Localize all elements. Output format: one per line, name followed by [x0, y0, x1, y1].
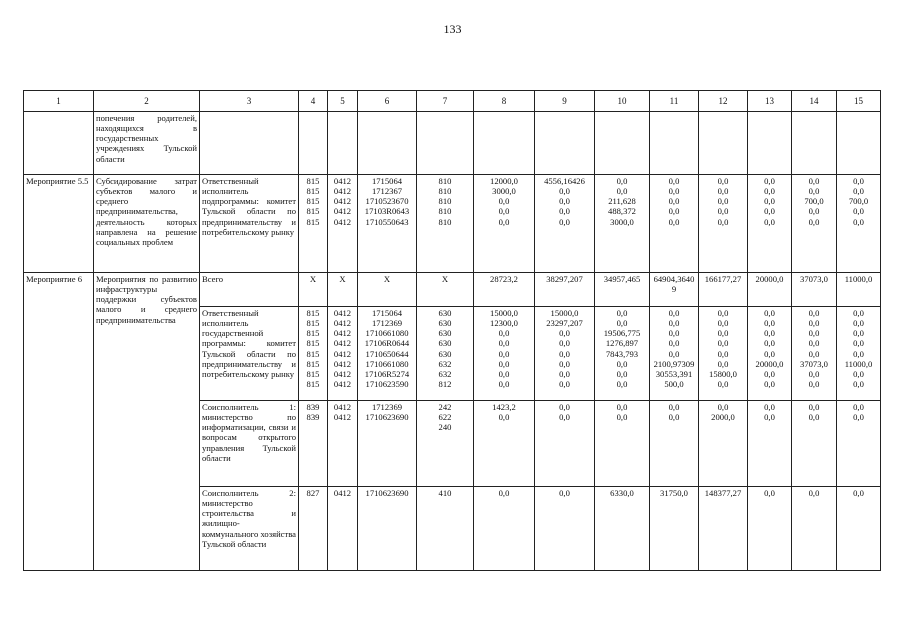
cell-c7: X — [417, 273, 474, 307]
cell-line: 15800,0 — [709, 368, 737, 379]
cell-c5 — [328, 307, 358, 401]
cell-line: 0,0 — [559, 338, 570, 349]
cell-line: 0412 — [333, 308, 352, 318]
cell-line: 15000,0 — [550, 308, 579, 318]
cell-line: 0412 — [333, 358, 352, 369]
cell-c12: 166177,27 — [699, 273, 748, 307]
activity-name: Мероприятия по развитию инфраструктуры поддержки субъектов малого и среднего предпринимательства — [94, 273, 200, 571]
cell-line: 0,0 — [559, 196, 570, 207]
cell-line: 11000,0 — [844, 358, 873, 369]
cell-line: 0,0 — [616, 358, 628, 369]
cell-c12: 148377,27 — [699, 487, 748, 571]
cell-c7 — [417, 175, 474, 273]
cell-line: 0412 — [333, 378, 352, 389]
cell-line: 0,0 — [808, 338, 820, 349]
cell-line: 0,0 — [764, 328, 775, 339]
cell-line: 0,0 — [498, 348, 510, 359]
cell-c12 — [699, 175, 748, 273]
cell-line: 211,628 — [608, 196, 636, 207]
cell-c12 — [699, 307, 748, 401]
cell-line: 632 — [438, 358, 452, 369]
cell-line: 0,0 — [717, 402, 729, 412]
cell-c14 — [792, 401, 837, 487]
cell-line: 0,0 — [808, 176, 820, 186]
col-header: 5 — [328, 91, 358, 112]
cell-line: 700,0 — [804, 196, 824, 207]
cell-line: 3000,0 — [610, 216, 634, 227]
cell-line: 810 — [438, 206, 452, 217]
cell-line: 0412 — [333, 328, 352, 339]
cell-line: 0,0 — [498, 358, 510, 369]
cell-c8 — [474, 175, 535, 273]
cell-line: 0,0 — [808, 216, 820, 227]
cell-line: 0,0 — [668, 402, 680, 412]
cell-c5 — [328, 175, 358, 273]
cell-line: 815 — [306, 378, 320, 389]
cell-line: 0,0 — [616, 176, 628, 186]
cell-line: 0,0 — [668, 186, 680, 197]
cell-line: 700,0 — [848, 196, 869, 207]
cell-c10 — [595, 307, 650, 401]
cell-c13 — [748, 401, 792, 487]
cell-line: 0,0 — [717, 186, 729, 197]
cell-line: 0,0 — [853, 368, 864, 379]
cell-line: 630 — [438, 338, 452, 349]
cell-line: 815 — [306, 196, 320, 207]
cell-c8 — [474, 401, 535, 487]
cell-c4: 827 — [299, 487, 328, 571]
cell-line: 0,0 — [559, 402, 570, 412]
cell-line: 7843,793 — [605, 348, 639, 359]
cell-line: 0,0 — [853, 176, 864, 186]
cell-line: 0,0 — [853, 378, 864, 389]
cell-line: 0,0 — [853, 206, 864, 217]
cell-c9 — [535, 307, 595, 401]
cell-c12 — [699, 401, 748, 487]
cell-line: 0,0 — [559, 186, 570, 197]
cell-line: 0,0 — [498, 216, 510, 227]
cell-line: 0412 — [333, 318, 352, 329]
cell-line: 0,0 — [808, 378, 820, 389]
cell-line: 0,0 — [616, 318, 628, 329]
activity-name: попечения родителей, находящихся в государственных учреждениях Тульской области — [94, 112, 200, 175]
cell-line: 0,0 — [764, 412, 775, 423]
cell-c6 — [358, 175, 417, 273]
cell-line: 630 — [438, 348, 452, 359]
cell-line: 0,0 — [559, 348, 570, 359]
cell-line: 0,0 — [616, 378, 628, 389]
table-row — [24, 273, 881, 307]
cell-line: 0,0 — [764, 176, 775, 186]
cell-c10 — [595, 401, 650, 487]
cell-line: 0,0 — [808, 308, 820, 318]
cell-line: 0,0 — [717, 338, 729, 349]
cell-line: 0,0 — [764, 186, 775, 197]
cell-line: 0,0 — [853, 328, 864, 339]
cell-line: 810 — [438, 216, 452, 227]
cell-c15: 0,0 — [837, 487, 881, 571]
cell-line: 23297,207 — [546, 318, 583, 329]
cell-line: 632 — [438, 368, 452, 379]
cell-line: 810 — [438, 176, 452, 186]
col-header: 4 — [299, 91, 328, 112]
cell-c13 — [748, 307, 792, 401]
cell-line: 19506,775 — [603, 328, 641, 339]
cell-line: 1710623690 — [365, 412, 409, 423]
budget-table — [23, 90, 881, 571]
cell-line: 2100,97309 — [653, 358, 695, 369]
cell-line: 0,0 — [717, 176, 729, 186]
cell-line: 12000,0 — [490, 176, 518, 186]
cell-line: 1710550643 — [365, 216, 409, 227]
cell-c13: 0,0 — [748, 487, 792, 571]
cell-c11 — [650, 175, 699, 273]
cell-line: 0,0 — [764, 318, 775, 329]
cell-c11 — [650, 401, 699, 487]
cell-line: 0,0 — [616, 402, 628, 412]
cell-line: 1276,897 — [605, 338, 639, 349]
cell-c13 — [748, 175, 792, 273]
cell-line: 0,0 — [668, 206, 680, 217]
cell-line: 815 — [306, 216, 320, 227]
cell-line: 815 — [306, 308, 320, 318]
col-header: 10 — [595, 91, 650, 112]
cell-line: 0,0 — [498, 196, 510, 207]
table-row — [24, 175, 881, 273]
cell-line: 0,0 — [853, 402, 864, 412]
cell-line: 0,0 — [717, 328, 729, 339]
cell-line: 0412 — [333, 196, 352, 207]
cell-line: 20000,0 — [755, 358, 784, 369]
cell-line: 4556,16426 — [544, 176, 585, 186]
cell-line: 0,0 — [717, 216, 729, 227]
cell-line: 0,0 — [764, 338, 775, 349]
cell-c10 — [595, 175, 650, 273]
cell-line: 630 — [438, 328, 452, 339]
cell-line: 0,0 — [853, 412, 864, 423]
cell-line: 0,0 — [668, 318, 680, 329]
cell-line: 815 — [306, 338, 320, 349]
executor: Соисполнитель 1: министерство по информатизации, связи и вопросам открытого управления Тульской области — [200, 401, 299, 487]
cell-line: 1715064 — [371, 176, 403, 186]
cell-line: 0,0 — [853, 348, 864, 359]
cell-c11 — [650, 307, 699, 401]
cell-line: 0412 — [333, 402, 352, 412]
cell-line: 0,0 — [764, 196, 775, 207]
cell-c5: X — [328, 273, 358, 307]
cell-line: 0412 — [333, 216, 352, 227]
cell-c11: 31750,0 — [650, 487, 699, 571]
cell-line: 815 — [306, 186, 320, 197]
cell-c14 — [792, 307, 837, 401]
cell-line: 0,0 — [808, 186, 820, 197]
cell-line: 815 — [306, 368, 320, 379]
col-header: 11 — [650, 91, 699, 112]
cell-line: 0,0 — [616, 308, 628, 318]
col-header: 14 — [792, 91, 837, 112]
cell-line: 839 — [306, 402, 320, 412]
cell-line: 0,0 — [717, 196, 729, 207]
cell-line: 1423,2 — [492, 402, 516, 412]
col-header: 7 — [417, 91, 474, 112]
cell-c4: X — [299, 273, 328, 307]
cell-line: 0,0 — [668, 348, 680, 359]
cell-c6: X — [358, 273, 417, 307]
cell-line: 0,0 — [559, 378, 570, 389]
col-header: 3 — [200, 91, 299, 112]
cell-line: 815 — [306, 176, 320, 186]
cell-line: 0,0 — [498, 328, 510, 339]
cell-c9 — [535, 401, 595, 487]
col-header: 13 — [748, 91, 792, 112]
executor: Соисполнитель 2: министерство строительства и жилищно-коммунального хозяйства Тульской области — [200, 487, 299, 571]
cell-line: 0,0 — [808, 206, 820, 217]
cell-c5: 0412 — [328, 487, 358, 571]
cell-c7 — [417, 307, 474, 401]
cell-line: 0,0 — [668, 412, 680, 423]
cell-line: 0,0 — [764, 348, 775, 359]
col-header: 2 — [94, 91, 200, 112]
cell-line: 2000,0 — [711, 412, 735, 423]
cell-line: 17106R0644 — [364, 338, 410, 349]
cell-c14: 0,0 — [792, 487, 837, 571]
cell-c9: 38297,207 — [535, 273, 595, 307]
cell-line: 0412 — [333, 176, 352, 186]
cell-line: 630 — [438, 308, 452, 318]
cell-c4 — [299, 175, 328, 273]
cell-c7: 410 — [417, 487, 474, 571]
cell-c8 — [474, 307, 535, 401]
cell-line: 37073,0 — [800, 358, 828, 369]
cell-line: 622 — [438, 412, 452, 423]
cell-line: 815 — [306, 328, 320, 339]
cell-line: 0,0 — [764, 368, 775, 379]
cell-line: 0,0 — [668, 196, 680, 207]
cell-line: 0,0 — [559, 368, 570, 379]
cell-c10: 34957,465 — [595, 273, 650, 307]
cell-c14 — [792, 175, 837, 273]
cell-line: 1712369 — [371, 402, 403, 412]
cell-line: 1712367 — [371, 186, 403, 197]
cell-line: 815 — [306, 206, 320, 217]
cell-line: 0,0 — [717, 348, 729, 359]
cell-line: 0,0 — [764, 216, 775, 227]
cell-line: 0,0 — [616, 186, 628, 197]
cell-line: 1710523670 — [365, 196, 409, 207]
cell-line: 0,0 — [853, 308, 864, 318]
cell-c14: 37073,0 — [792, 273, 837, 307]
cell-line: 0,0 — [717, 358, 729, 369]
activity-name: Субсидирование затрат субъектов малого и среднего предпринимательства, деятельность которых направлена на решение социальных проблем — [94, 175, 200, 273]
cell-line: 17106R5274 — [364, 368, 410, 379]
cell-line: 839 — [306, 412, 320, 423]
cell-line: 0,0 — [559, 412, 570, 423]
cell-line: 0,0 — [559, 216, 570, 227]
cell-c7 — [417, 401, 474, 487]
cell-line: 815 — [306, 358, 320, 369]
cell-line: 15000,0 — [490, 308, 518, 318]
cell-c4 — [299, 401, 328, 487]
cell-line: 0,0 — [808, 402, 820, 412]
cell-line: 1710623590 — [365, 378, 409, 389]
cell-line: 0,0 — [668, 328, 680, 339]
cell-line: 0412 — [333, 368, 352, 379]
cell-line: 0,0 — [808, 368, 820, 379]
cell-line: 0,0 — [853, 216, 864, 227]
col-header: 6 — [358, 91, 417, 112]
cell-c6 — [358, 401, 417, 487]
cell-line: 0,0 — [498, 338, 510, 349]
cell-c15: 11000,0 — [837, 273, 881, 307]
cell-c10: 6330,0 — [595, 487, 650, 571]
executor: Всего — [200, 273, 299, 307]
cell-line: 0,0 — [717, 206, 729, 217]
cell-line: 0412 — [333, 206, 352, 217]
cell-line: 0,0 — [668, 308, 680, 318]
col-header: 1 — [24, 91, 94, 112]
table-row — [24, 112, 881, 175]
cell-c9: 0,0 — [535, 487, 595, 571]
cell-line: 1710661080 — [365, 328, 409, 339]
cell-line: 0,0 — [808, 328, 820, 339]
header-row — [24, 91, 881, 112]
executor: Ответственный исполнитель государственной программы: комитет Тульской области по предпринимательству и потребительскому рынку — [200, 307, 299, 401]
cell-c4 — [299, 307, 328, 401]
cell-c15 — [837, 401, 881, 487]
cell-line: 12300,0 — [490, 318, 518, 329]
cell-line: 0,0 — [559, 206, 570, 217]
cell-line: 30553,391 — [655, 368, 693, 379]
cell-line: 0,0 — [498, 378, 510, 389]
cell-line: 1712369 — [371, 318, 403, 329]
cell-line: 0,0 — [808, 318, 820, 329]
cell-c9 — [535, 175, 595, 273]
cell-c6 — [358, 307, 417, 401]
cell-line: 0,0 — [717, 318, 729, 329]
cell-line: 0,0 — [498, 368, 510, 379]
cell-line: 0,0 — [808, 348, 820, 359]
cell-line: 0,0 — [559, 358, 570, 369]
cell-line: 0,0 — [764, 206, 775, 217]
cell-line: 0412 — [333, 348, 352, 359]
col-header: 9 — [535, 91, 595, 112]
cell-line: 0,0 — [808, 412, 820, 423]
cell-line: 0,0 — [668, 216, 680, 227]
cell-line: 240 — [438, 422, 452, 433]
cell-line: 0,0 — [764, 378, 775, 389]
cell-line: 0,0 — [498, 206, 510, 217]
col-header: 8 — [474, 91, 535, 112]
cell-line: 0,0 — [616, 412, 628, 423]
executor: Ответственный исполнитель подпрограммы: комитет Тульской области по предпринимательству и потребительскому рынку — [200, 175, 299, 273]
cell-line: 1710661080 — [365, 358, 409, 369]
cell-line: 0412 — [333, 186, 352, 197]
cell-line: 630 — [438, 318, 452, 329]
cell-line: 0,0 — [717, 308, 729, 318]
cell-c15 — [837, 175, 881, 273]
cell-line: 0,0 — [668, 176, 680, 186]
cell-line: 0412 — [333, 338, 352, 349]
cell-line: 0,0 — [853, 338, 864, 349]
col-header: 12 — [699, 91, 748, 112]
cell-c13: 20000,0 — [748, 273, 792, 307]
activity-label: Мероприятие 6 — [24, 273, 94, 571]
cell-c6: 1710623690 — [358, 487, 417, 571]
col-header: 15 — [837, 91, 881, 112]
cell-line: 3000,0 — [492, 186, 516, 197]
cell-c8: 0,0 — [474, 487, 535, 571]
cell-line: 17103R0643 — [364, 206, 410, 217]
cell-line: 0,0 — [853, 186, 864, 197]
activity-label: Мероприятие 5.5 — [24, 175, 94, 273]
cell-c8: 28723,2 — [474, 273, 535, 307]
cell-c5 — [328, 401, 358, 487]
cell-line: 0,0 — [717, 378, 729, 389]
cell-line: 810 — [438, 196, 452, 207]
cell-line: 0,0 — [764, 402, 775, 412]
cell-line: 1715064 — [371, 308, 403, 318]
cell-line: 500,0 — [664, 378, 684, 389]
cell-c11: 64904,36409 — [650, 273, 699, 307]
cell-line: 0,0 — [764, 308, 775, 318]
cell-line: 0,0 — [498, 412, 510, 423]
cell-line: 0,0 — [668, 338, 680, 349]
cell-c15 — [837, 307, 881, 401]
cell-line: 0,0 — [853, 318, 864, 329]
cell-line: 810 — [438, 186, 452, 197]
cell-line: 0,0 — [559, 328, 570, 339]
cell-line: 815 — [306, 348, 320, 359]
cell-line: 488,372 — [608, 206, 636, 217]
page-number: 133 — [443, 22, 462, 36]
cell-line: 0,0 — [616, 368, 628, 379]
cell-line: 1710650644 — [365, 348, 409, 359]
cell-line: 815 — [306, 318, 320, 329]
cell-line: 242 — [438, 402, 452, 412]
cell-line: 812 — [438, 378, 452, 389]
cell-line: 0412 — [333, 412, 352, 423]
